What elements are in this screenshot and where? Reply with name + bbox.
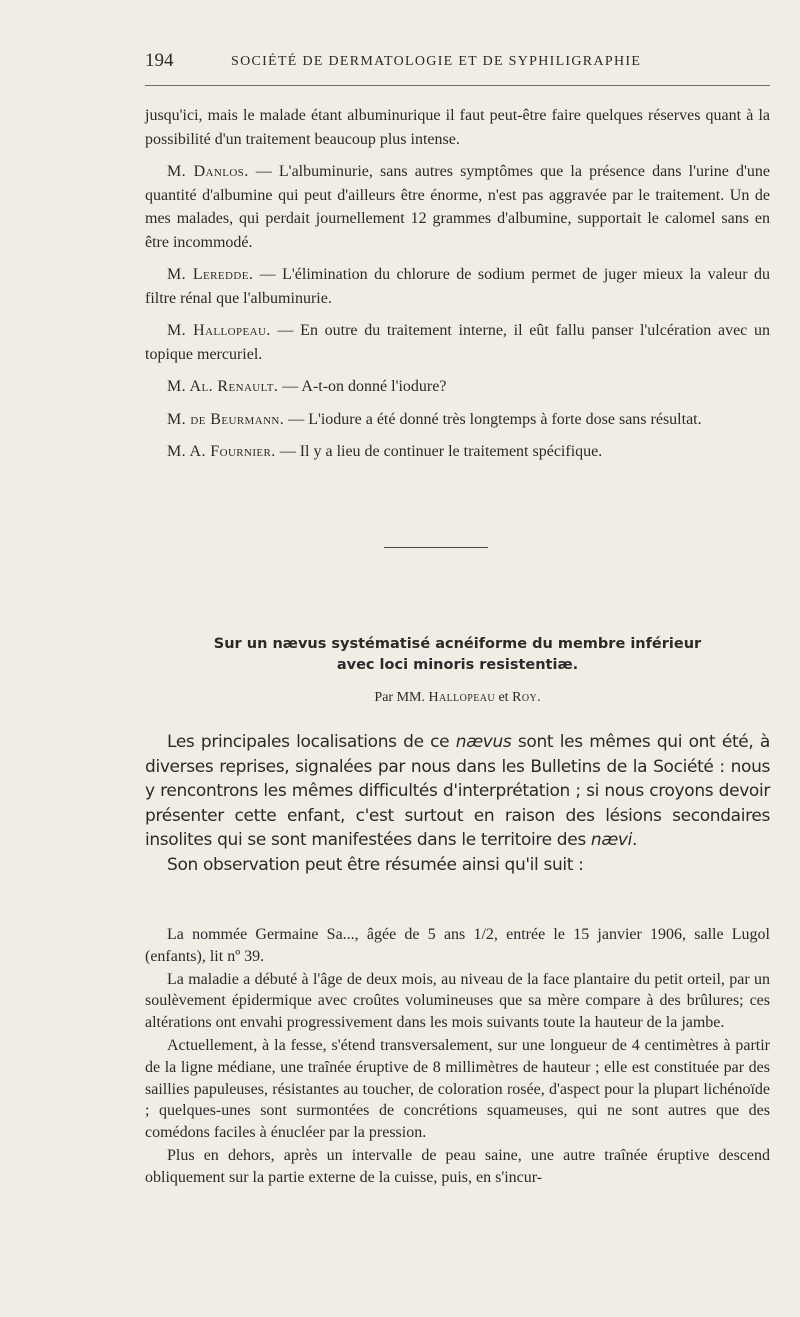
abstract-text: . bbox=[632, 830, 638, 850]
author-name: Hallopeau bbox=[428, 690, 495, 705]
section-separator bbox=[384, 547, 488, 548]
header-rule bbox=[145, 85, 770, 86]
abstract-text: Son observation peut être résumée ainsi qu'il suit : bbox=[167, 854, 584, 875]
discussion-paragraph bbox=[145, 319, 770, 366]
byline-prefix: Par MM. bbox=[374, 690, 429, 705]
byline-conjunction: et bbox=[494, 690, 513, 705]
abstract-paragraph bbox=[145, 853, 770, 878]
article-abstract bbox=[145, 730, 770, 877]
italic-term: nævi bbox=[590, 830, 632, 850]
discussion-paragraph bbox=[145, 375, 770, 399]
paragraph-text: — En outre du traitement interne, il eût fallu panser l'ulcération avec un topique mercuriel. bbox=[145, 322, 770, 363]
abstract-text: sont les mêmes qui ont été, à diverses reprises, signalées par nous dans les Bulletins de la Société : nous y rencontrons les mêmes difficultés d'interprétation ; si nous croyons devoir présenter cette enfant, c'est surtout en raison des lésions secondaires insolites qui se sont manifestées dans le territoire des bbox=[145, 732, 771, 850]
speaker-name: M. Hallopeau. bbox=[167, 322, 271, 339]
page bbox=[145, 44, 771, 1186]
paragraph-text: — L'iodure a été donné très longtemps à forte dose sans résultat. bbox=[284, 410, 702, 428]
discussion-paragraph bbox=[145, 263, 770, 310]
speaker-name: M. Al. Renault. bbox=[167, 378, 279, 395]
discussion-paragraph bbox=[145, 160, 770, 254]
article-title-line: Sur un nævus systématisé acnéiforme du membre inférieur bbox=[213, 636, 702, 652]
discussion-paragraph bbox=[145, 408, 770, 432]
discussion-paragraph bbox=[145, 104, 770, 151]
running-header bbox=[145, 44, 770, 74]
case-report bbox=[145, 924, 770, 1190]
case-paragraph: Actuellement, à la fesse, s'étend transversalement, sur une longueur de 4 centimètres à partir de la ligne médiane, une traînée éruptive de 8 millimètres de hauteur ; elle est constituée par des saillies papuleuses, résistantes au toucher, de coloration rosée, d'aspect pour la plupart lichénoïde ; quelques-unes sont surmontées de concrétions squameuses, qui ne sont autres que des comédons faciles à énucléer par la pression. bbox=[145, 1036, 770, 1142]
speaker-name: M. A. Fournier. bbox=[167, 443, 276, 460]
italic-term: nævus bbox=[455, 732, 512, 752]
article-byline bbox=[145, 690, 770, 706]
paragraph-text: — Il y a lieu de continuer le traitement spécifique. bbox=[275, 443, 603, 460]
paragraph-text: jusqu'ici, mais le malade étant albuminurique il faut peut-être faire quelques réserves quant à la possibilité d'un traitement beaucoup plus intense. bbox=[145, 107, 770, 148]
case-paragraph: La nommée Germaine Sa..., âgée de 5 ans 1/2, entrée le 15 janvier 1906, salle Lugol (enfants), lit nº 39. bbox=[145, 926, 770, 965]
speaker-name: M. de Beurmann. bbox=[167, 410, 285, 428]
abstract-text: Les principales localisations de ce bbox=[167, 732, 456, 752]
abstract-paragraph bbox=[145, 730, 770, 853]
running-title: SOCIÉTÉ DE DERMATOLOGIE ET DE SYPHILIGRAPHIE bbox=[231, 54, 642, 69]
paragraph-text: — L'élimination du chlorure de sodium permet de juger mieux la valeur du filtre rénal que l'albuminurie. bbox=[145, 266, 770, 307]
case-paragraph: La maladie a débuté à l'âge de deux mois, au niveau de la face plantaire du petit orteil, par un soulèvement épidermique avec croûtes volumineuses que sa mère compare à des brûlures; ces altérations ont envahi progressivement dans les mois suivants toute la hauteur de la jambe. bbox=[145, 970, 770, 1032]
author-name: Roy bbox=[512, 690, 538, 705]
article-title-line: avec loci minoris resistentiæ. bbox=[336, 657, 579, 673]
byline-end: . bbox=[537, 690, 541, 705]
page-number: 194 bbox=[145, 50, 174, 71]
speaker-name: M. Danlos. bbox=[167, 163, 249, 180]
paragraph-text: — A-t-on donné l'iodure? bbox=[278, 378, 447, 395]
article-title bbox=[145, 634, 770, 676]
discussion-section bbox=[145, 104, 770, 473]
case-paragraph: Plus en dehors, après un intervalle de peau saine, une autre traînée éruptive descend obliquement sur la partie externe de la cuisse, puis, en s'incur- bbox=[145, 1146, 770, 1186]
discussion-paragraph bbox=[145, 440, 770, 464]
speaker-name: M. Leredde. bbox=[167, 266, 254, 283]
paragraph-text: — L'albuminurie, sans autres symptômes que la présence dans l'urine d'une quantité d'albumine qui peut d'ailleurs être énorme, n'est pas aggravée par le traitement. Un de mes malades, qui perdait journellement 12 grammes d'albumine, supportait le calomel sans en être incommodé. bbox=[145, 163, 770, 251]
